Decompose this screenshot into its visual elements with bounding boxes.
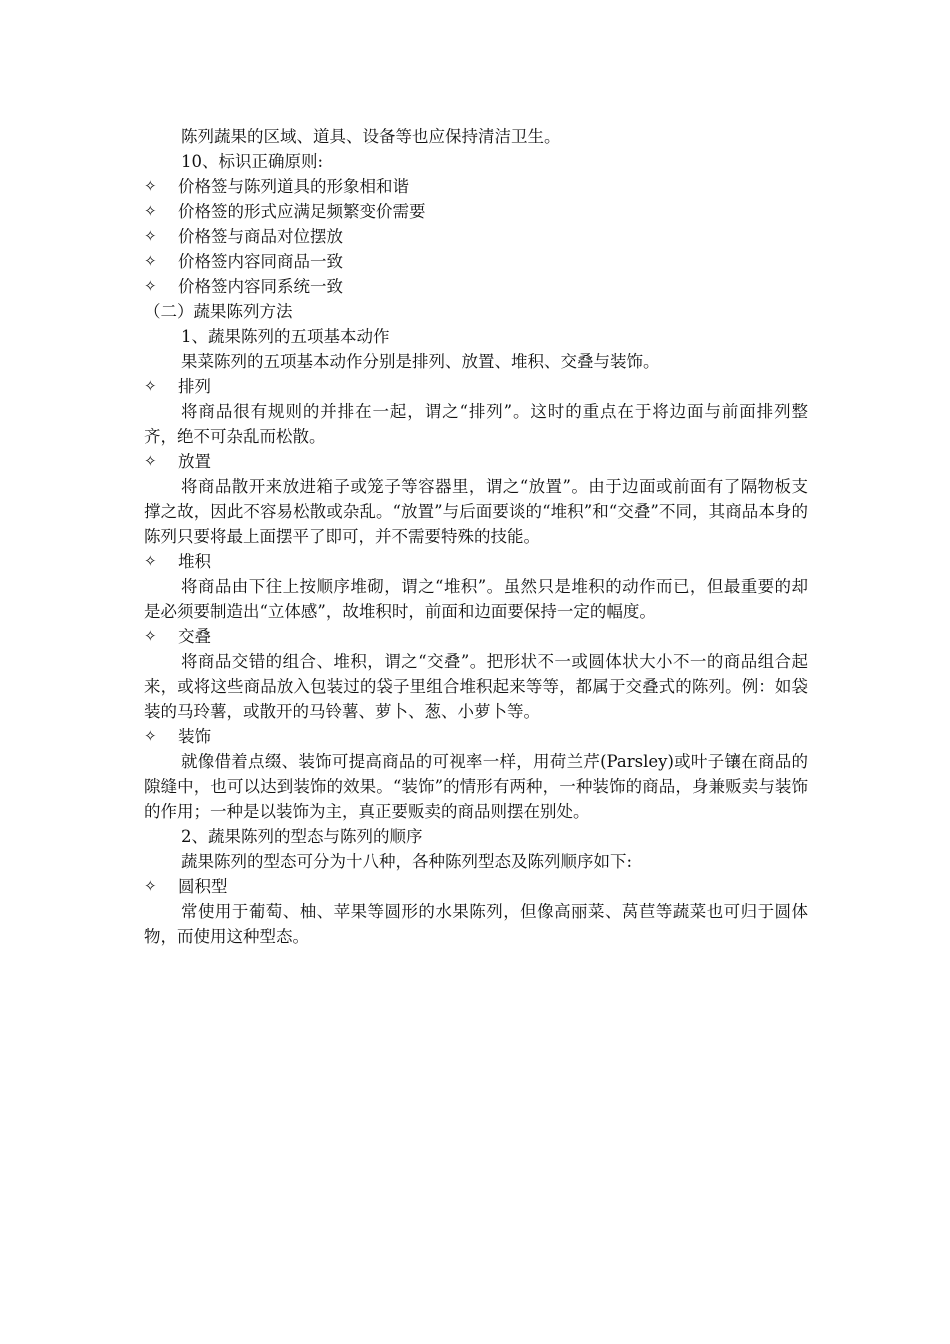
bullet-item bbox=[144, 449, 808, 474]
star-bullet-icon: ✧ bbox=[144, 227, 157, 245]
bullet-text: 圆积型 bbox=[178, 877, 228, 896]
bullet-text: 堆积 bbox=[178, 552, 211, 571]
bullet-text: 排列 bbox=[178, 377, 211, 396]
paragraph: 常使用于葡萄、柚、苹果等圆形的水果陈列，但像高丽菜、莴苣等蔬菜也可归于圆体物，而使用这种型态。 bbox=[144, 902, 808, 946]
bullet-text: 放置 bbox=[178, 452, 211, 471]
bullet-text: 价格签的形式应满足频繁变价需要 bbox=[178, 202, 426, 221]
bullet-item bbox=[144, 724, 808, 749]
section-heading: （二）蔬果陈列方法 bbox=[144, 302, 293, 321]
star-bullet-icon: ✧ bbox=[144, 177, 157, 195]
bullet-text: 价格签内容同系统一致 bbox=[178, 277, 343, 296]
star-bullet-icon: ✧ bbox=[144, 727, 157, 745]
text-line: 陈列蔬果的区域、道具、设备等也应保持清洁卫生。 bbox=[181, 127, 561, 146]
star-bullet-icon: ✧ bbox=[144, 377, 157, 395]
paragraph: 将商品交错的组合、堆积，谓之“交叠”。把形状不一或圆体状大小不一的商品组合起来，或将这些商品放入包装过的袋子里组合堆积起来等等，都属于交叠式的陈列。例：如袋装的马玲薯，或散开的马铃薯、萝卜、葱、小萝卜等。 bbox=[144, 652, 808, 721]
subsection-heading: 2、蔬果陈列的型态与陈列的顺序 bbox=[181, 827, 423, 846]
star-bullet-icon: ✧ bbox=[144, 252, 157, 270]
text-line: 蔬果陈列的型态可分为十八种，各种陈列型态及陈列顺序如下: bbox=[181, 852, 633, 871]
bullet-text: 价格签与陈列道具的形象相和谐 bbox=[178, 177, 409, 196]
document-page bbox=[144, 124, 808, 949]
star-bullet-icon: ✧ bbox=[144, 627, 157, 645]
star-bullet-icon: ✧ bbox=[144, 552, 157, 570]
paragraph: 就像借着点缀、装饰可提高商品的可视率一样，用荷兰芹(Parsley)或叶子镶在商品的隙缝中，也可以达到装饰的效果。“装饰”的情形有两种，一种装饰的商品，身兼贩卖与装饰的作用；一种是以装饰为主，真正要贩卖的商品则摆在别处。 bbox=[144, 752, 808, 821]
star-bullet-icon: ✧ bbox=[144, 452, 157, 470]
bullet-item bbox=[144, 874, 808, 899]
subsection-heading: 1、蔬果陈列的五项基本动作 bbox=[181, 327, 390, 346]
section-heading: 10、标识正确原则: bbox=[181, 152, 324, 171]
bullet-text: 价格签与商品对位摆放 bbox=[178, 227, 343, 246]
bullet-item bbox=[144, 549, 808, 574]
star-bullet-icon: ✧ bbox=[144, 877, 157, 895]
bullet-item bbox=[144, 274, 808, 299]
text-line: 果菜陈列的五项基本动作分别是排列、放置、堆积、交叠与装饰。 bbox=[181, 352, 660, 371]
bullet-item bbox=[144, 224, 808, 249]
paragraph: 将商品散开来放进箱子或笼子等容器里，谓之“放置”。由于边面或前面有了隔物板支撑之故，因此不容易松散或杂乱。“放置”与后面要谈的“堆积”和“交叠”不同，其商品本身的陈列只要将最上面摆平了即可，并不需要特殊的技能。 bbox=[144, 477, 808, 546]
bullet-item bbox=[144, 249, 808, 274]
paragraph: 将商品由下往上按顺序堆砌，谓之“堆积”。虽然只是堆积的动作而已，但最重要的却是必须要制造出“立体感”，故堆积时，前面和边面要保持一定的幅度。 bbox=[144, 577, 808, 621]
bullet-text: 价格签内容同商品一致 bbox=[178, 252, 343, 271]
bullet-item bbox=[144, 199, 808, 224]
bullet-item bbox=[144, 374, 808, 399]
star-bullet-icon: ✧ bbox=[144, 202, 157, 220]
bullet-text: 装饰 bbox=[178, 727, 211, 746]
star-bullet-icon: ✧ bbox=[144, 277, 157, 295]
bullet-item bbox=[144, 624, 808, 649]
bullet-item bbox=[144, 174, 808, 199]
bullet-text: 交叠 bbox=[178, 627, 211, 646]
paragraph: 将商品很有规则的并排在一起，谓之“排列”。这时的重点在于将边面与前面排列整齐，绝不可杂乱而松散。 bbox=[144, 402, 808, 446]
